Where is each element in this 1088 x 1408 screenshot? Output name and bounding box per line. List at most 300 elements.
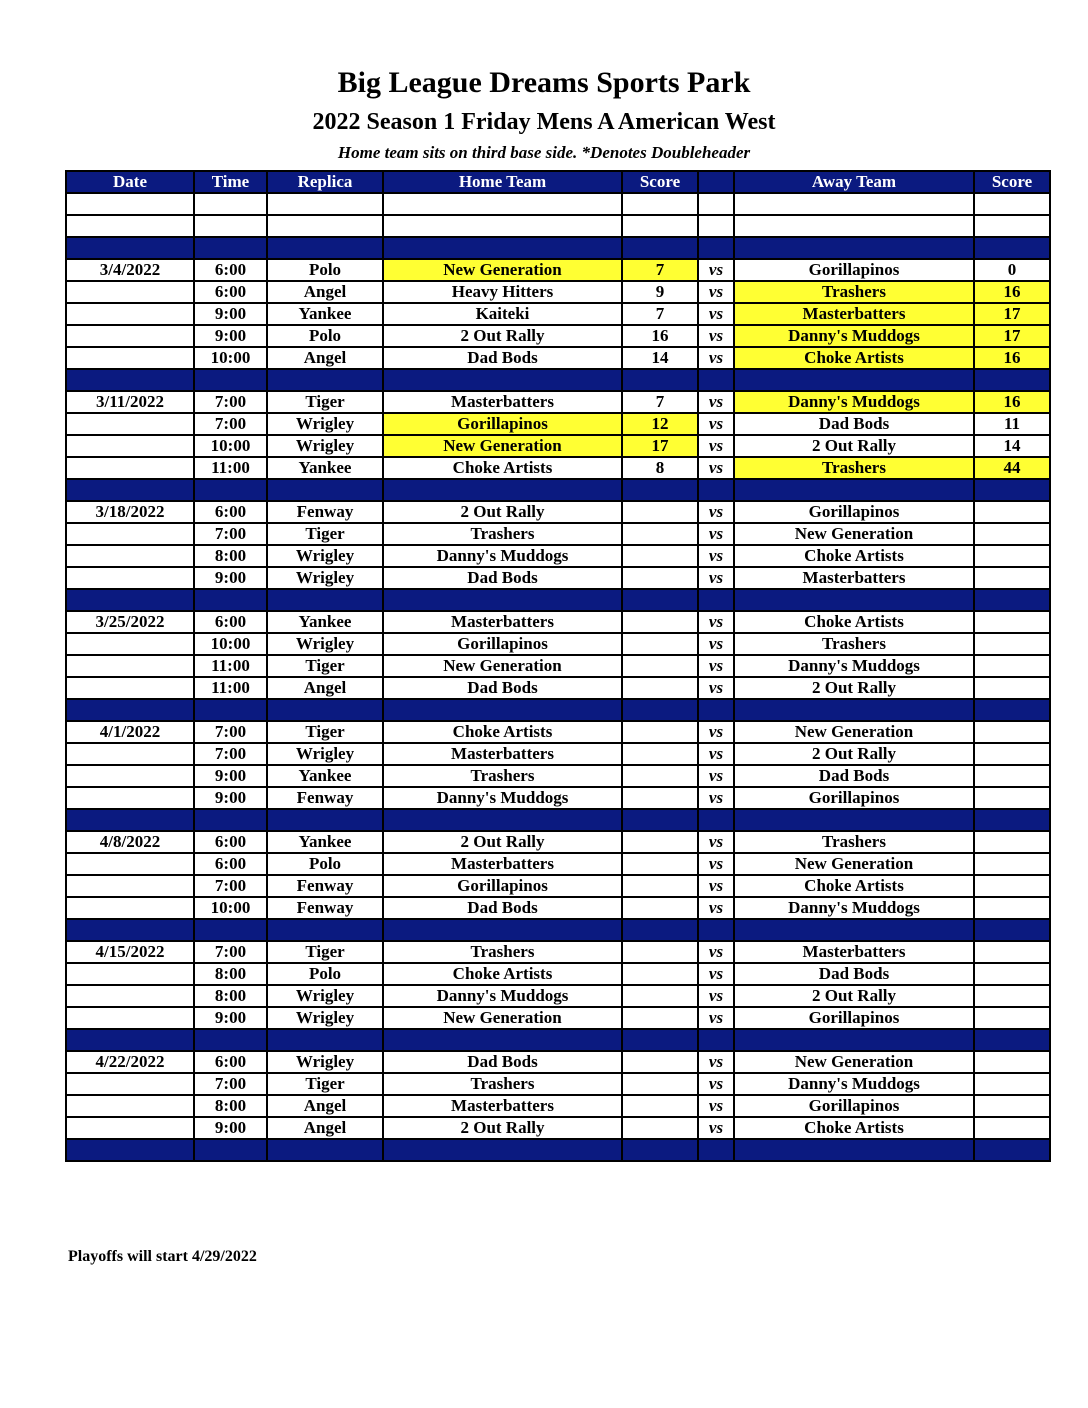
away-score-cell — [974, 919, 1050, 941]
date-cell — [66, 743, 194, 765]
replica-cell: Tiger — [267, 721, 383, 743]
time-cell: 7:00 — [194, 743, 267, 765]
away-team-cell — [734, 215, 974, 237]
week-separator-row — [66, 479, 1050, 501]
time-cell: 11:00 — [194, 457, 267, 479]
away-score-cell — [974, 831, 1050, 853]
vs-cell: vs — [698, 325, 734, 347]
home-team-cell: Dad Bods — [383, 677, 622, 699]
away-score-cell: 16 — [974, 347, 1050, 369]
replica-cell: Fenway — [267, 787, 383, 809]
home-team-cell: Choke Artists — [383, 457, 622, 479]
away-team-cell — [734, 589, 974, 611]
away-score-cell: 16 — [974, 391, 1050, 413]
away-score-cell — [974, 1095, 1050, 1117]
vs-cell: vs — [698, 1073, 734, 1095]
vs-cell — [698, 1029, 734, 1051]
date-cell — [66, 325, 194, 347]
away-score-cell — [974, 633, 1050, 655]
vs-cell: vs — [698, 303, 734, 325]
date-cell — [66, 963, 194, 985]
col-header-home-score: Score — [622, 171, 698, 193]
home-team-cell — [383, 479, 622, 501]
away-team-cell: Choke Artists — [734, 347, 974, 369]
vs-cell: vs — [698, 677, 734, 699]
game-row — [66, 897, 1050, 919]
replica-cell: Wrigley — [267, 985, 383, 1007]
game-row — [66, 743, 1050, 765]
home-team-cell — [383, 193, 622, 215]
home-team-cell: New Generation — [383, 259, 622, 281]
time-cell: 7:00 — [194, 721, 267, 743]
home-score-cell — [622, 237, 698, 259]
header-row — [66, 171, 1050, 193]
replica-cell — [267, 479, 383, 501]
vs-cell: vs — [698, 743, 734, 765]
game-row — [66, 1095, 1050, 1117]
replica-cell: Fenway — [267, 501, 383, 523]
home-score-cell: 14 — [622, 347, 698, 369]
away-team-cell: Gorillapinos — [734, 1095, 974, 1117]
away-score-cell: 14 — [974, 435, 1050, 457]
game-row — [66, 1117, 1050, 1139]
home-team-cell: Dad Bods — [383, 347, 622, 369]
game-row — [66, 677, 1050, 699]
time-cell: 9:00 — [194, 1117, 267, 1139]
home-score-cell — [622, 567, 698, 589]
date-cell — [66, 237, 194, 259]
game-row — [66, 545, 1050, 567]
vs-cell: vs — [698, 963, 734, 985]
away-team-cell: New Generation — [734, 1051, 974, 1073]
home-team-cell: Dad Bods — [383, 1051, 622, 1073]
date-cell — [66, 655, 194, 677]
page-subtitle: 2022 Season 1 Friday Mens A American West — [312, 109, 776, 135]
home-score-cell — [622, 809, 698, 831]
away-score-cell — [974, 853, 1050, 875]
time-cell: 8:00 — [194, 545, 267, 567]
replica-cell: Wrigley — [267, 435, 383, 457]
replica-cell: Tiger — [267, 523, 383, 545]
time-cell: 7:00 — [194, 391, 267, 413]
game-row — [66, 853, 1050, 875]
away-score-cell — [974, 655, 1050, 677]
home-score-cell — [622, 193, 698, 215]
replica-cell: Yankee — [267, 765, 383, 787]
away-team-cell: Choke Artists — [734, 875, 974, 897]
vs-cell: vs — [698, 523, 734, 545]
vs-cell — [698, 809, 734, 831]
away-team-cell: Danny's Muddogs — [734, 391, 974, 413]
vs-cell: vs — [698, 501, 734, 523]
col-header-time: Time — [194, 171, 267, 193]
away-team-cell: Dad Bods — [734, 765, 974, 787]
replica-cell: Yankee — [267, 611, 383, 633]
vs-cell: vs — [698, 435, 734, 457]
date-cell — [66, 369, 194, 391]
game-row — [66, 941, 1050, 963]
game-row — [66, 281, 1050, 303]
date-cell: 3/25/2022 — [66, 611, 194, 633]
away-score-cell — [974, 611, 1050, 633]
vs-cell: vs — [698, 655, 734, 677]
replica-cell: Wrigley — [267, 633, 383, 655]
home-score-cell — [622, 853, 698, 875]
home-team-cell: Choke Artists — [383, 721, 622, 743]
time-cell — [194, 589, 267, 611]
game-row — [66, 347, 1050, 369]
home-team-cell: Heavy Hitters — [383, 281, 622, 303]
home-score-cell — [622, 633, 698, 655]
home-score-cell — [622, 1007, 698, 1029]
home-score-cell: 7 — [622, 259, 698, 281]
home-team-cell: New Generation — [383, 655, 622, 677]
home-score-cell — [622, 897, 698, 919]
week-separator-row — [66, 1139, 1050, 1161]
away-team-cell: Masterbatters — [734, 941, 974, 963]
away-score-cell — [974, 743, 1050, 765]
vs-cell: vs — [698, 1051, 734, 1073]
col-header-home-team: Home Team — [383, 171, 622, 193]
time-cell: 7:00 — [194, 941, 267, 963]
time-cell: 11:00 — [194, 655, 267, 677]
time-cell: 9:00 — [194, 1007, 267, 1029]
away-team-cell: New Generation — [734, 853, 974, 875]
away-score-cell — [974, 1051, 1050, 1073]
home-score-cell — [622, 875, 698, 897]
date-cell — [66, 589, 194, 611]
vs-cell — [698, 369, 734, 391]
away-score-cell — [974, 215, 1050, 237]
away-score-cell — [974, 369, 1050, 391]
home-team-cell: Trashers — [383, 523, 622, 545]
game-row — [66, 721, 1050, 743]
home-team-cell: New Generation — [383, 1007, 622, 1029]
date-cell — [66, 435, 194, 457]
vs-cell — [698, 237, 734, 259]
home-score-cell — [622, 1095, 698, 1117]
home-team-cell — [383, 699, 622, 721]
replica-cell: Fenway — [267, 875, 383, 897]
col-header-away-team: Away Team — [734, 171, 974, 193]
vs-cell: vs — [698, 985, 734, 1007]
playoffs-note: Playoffs will start 4/29/2022 — [68, 1248, 257, 1265]
replica-cell: Wrigley — [267, 413, 383, 435]
replica-cell: Wrigley — [267, 1051, 383, 1073]
date-cell — [66, 809, 194, 831]
replica-cell: Tiger — [267, 1073, 383, 1095]
away-score-cell — [974, 787, 1050, 809]
home-team-cell: Masterbatters — [383, 611, 622, 633]
home-score-cell — [622, 545, 698, 567]
replica-cell — [267, 919, 383, 941]
col-header-vs — [698, 171, 734, 193]
vs-cell: vs — [698, 347, 734, 369]
date-cell: 4/22/2022 — [66, 1051, 194, 1073]
week-separator-row — [66, 589, 1050, 611]
replica-cell — [267, 699, 383, 721]
away-team-cell: Gorillapinos — [734, 259, 974, 281]
vs-cell: vs — [698, 787, 734, 809]
away-score-cell — [974, 1029, 1050, 1051]
time-cell: 7:00 — [194, 523, 267, 545]
time-cell: 6:00 — [194, 1051, 267, 1073]
date-cell — [66, 545, 194, 567]
date-cell — [66, 567, 194, 589]
vs-cell: vs — [698, 391, 734, 413]
away-score-cell: 17 — [974, 303, 1050, 325]
home-score-cell — [622, 369, 698, 391]
vs-cell: vs — [698, 941, 734, 963]
away-team-cell — [734, 1029, 974, 1051]
away-score-cell — [974, 589, 1050, 611]
home-team-cell: Trashers — [383, 941, 622, 963]
date-cell — [66, 303, 194, 325]
game-row — [66, 875, 1050, 897]
game-row — [66, 655, 1050, 677]
away-team-cell: Danny's Muddogs — [734, 1073, 974, 1095]
away-score-cell — [974, 1117, 1050, 1139]
away-score-cell — [974, 985, 1050, 1007]
replica-cell: Tiger — [267, 391, 383, 413]
home-team-cell: Gorillapinos — [383, 875, 622, 897]
game-row — [66, 831, 1050, 853]
week-separator-row — [66, 919, 1050, 941]
away-score-cell — [974, 523, 1050, 545]
home-score-cell — [622, 721, 698, 743]
time-cell: 9:00 — [194, 567, 267, 589]
home-team-cell: Gorillapinos — [383, 413, 622, 435]
home-score-cell — [622, 501, 698, 523]
date-cell — [66, 787, 194, 809]
away-team-cell: Danny's Muddogs — [734, 655, 974, 677]
time-cell — [194, 919, 267, 941]
away-score-cell: 11 — [974, 413, 1050, 435]
replica-cell: Wrigley — [267, 567, 383, 589]
away-score-cell — [974, 567, 1050, 589]
home-team-cell: Masterbatters — [383, 391, 622, 413]
time-cell — [194, 237, 267, 259]
away-score-cell — [974, 765, 1050, 787]
schedule-body — [66, 193, 1050, 1161]
replica-cell — [267, 809, 383, 831]
away-score-cell — [974, 1073, 1050, 1095]
home-team-cell: Danny's Muddogs — [383, 985, 622, 1007]
home-score-cell — [622, 611, 698, 633]
date-cell — [66, 523, 194, 545]
home-team-cell: 2 Out Rally — [383, 831, 622, 853]
away-score-cell — [974, 479, 1050, 501]
away-team-cell: Choke Artists — [734, 545, 974, 567]
time-cell — [194, 1139, 267, 1161]
away-team-cell — [734, 193, 974, 215]
game-row — [66, 413, 1050, 435]
away-score-cell: 17 — [974, 325, 1050, 347]
home-score-cell — [622, 699, 698, 721]
time-cell: 9:00 — [194, 325, 267, 347]
game-row — [66, 787, 1050, 809]
time-cell: 6:00 — [194, 611, 267, 633]
game-row — [66, 765, 1050, 787]
replica-cell — [267, 237, 383, 259]
home-score-cell — [622, 941, 698, 963]
date-cell — [66, 479, 194, 501]
game-row — [66, 633, 1050, 655]
time-cell — [194, 1029, 267, 1051]
time-cell: 7:00 — [194, 875, 267, 897]
game-row — [66, 1051, 1050, 1073]
date-cell: 4/8/2022 — [66, 831, 194, 853]
away-score-cell — [974, 941, 1050, 963]
home-score-cell — [622, 1029, 698, 1051]
vs-cell: vs — [698, 611, 734, 633]
replica-cell — [267, 589, 383, 611]
away-score-cell: 16 — [974, 281, 1050, 303]
date-cell — [66, 1095, 194, 1117]
away-team-cell: 2 Out Rally — [734, 985, 974, 1007]
home-team-cell — [383, 1029, 622, 1051]
vs-cell — [698, 193, 734, 215]
game-row — [66, 985, 1050, 1007]
vs-cell: vs — [698, 457, 734, 479]
date-cell: 4/15/2022 — [66, 941, 194, 963]
week-separator-row — [66, 699, 1050, 721]
time-cell: 7:00 — [194, 413, 267, 435]
date-cell — [66, 1073, 194, 1095]
time-cell — [194, 215, 267, 237]
away-team-cell — [734, 369, 974, 391]
vs-cell: vs — [698, 897, 734, 919]
date-cell — [66, 1007, 194, 1029]
game-row — [66, 1073, 1050, 1095]
home-team-cell: Trashers — [383, 1073, 622, 1095]
away-team-cell — [734, 919, 974, 941]
home-team-cell: 2 Out Rally — [383, 501, 622, 523]
away-team-cell: 2 Out Rally — [734, 677, 974, 699]
replica-cell: Angel — [267, 677, 383, 699]
date-cell — [66, 919, 194, 941]
home-score-cell — [622, 787, 698, 809]
home-team-cell: Dad Bods — [383, 567, 622, 589]
home-team-cell — [383, 809, 622, 831]
home-score-cell: 17 — [622, 435, 698, 457]
game-row — [66, 523, 1050, 545]
away-score-cell — [974, 677, 1050, 699]
home-team-cell — [383, 1139, 622, 1161]
week-separator-row — [66, 809, 1050, 831]
vs-cell: vs — [698, 567, 734, 589]
time-cell: 9:00 — [194, 765, 267, 787]
vs-cell — [698, 479, 734, 501]
replica-cell: Angel — [267, 347, 383, 369]
home-score-cell — [622, 1073, 698, 1095]
time-cell: 8:00 — [194, 985, 267, 1007]
away-score-cell — [974, 1007, 1050, 1029]
date-cell — [66, 193, 194, 215]
time-cell: 11:00 — [194, 677, 267, 699]
date-cell — [66, 765, 194, 787]
away-score-cell — [974, 721, 1050, 743]
blank-row — [66, 215, 1050, 237]
schedule-table — [65, 170, 1051, 1162]
date-cell — [66, 413, 194, 435]
replica-cell: Tiger — [267, 941, 383, 963]
home-team-cell: Kaiteki — [383, 303, 622, 325]
date-cell — [66, 281, 194, 303]
week-separator-row — [66, 237, 1050, 259]
vs-cell: vs — [698, 281, 734, 303]
time-cell: 10:00 — [194, 435, 267, 457]
away-score-cell — [974, 501, 1050, 523]
vs-cell: vs — [698, 633, 734, 655]
replica-cell — [267, 1139, 383, 1161]
replica-cell: Fenway — [267, 897, 383, 919]
home-score-cell — [622, 1117, 698, 1139]
replica-cell: Polo — [267, 325, 383, 347]
vs-cell: vs — [698, 831, 734, 853]
home-score-cell — [622, 479, 698, 501]
away-team-cell: New Generation — [734, 721, 974, 743]
replica-cell: Tiger — [267, 655, 383, 677]
away-team-cell: Gorillapinos — [734, 787, 974, 809]
time-cell: 8:00 — [194, 963, 267, 985]
away-team-cell: Trashers — [734, 281, 974, 303]
time-cell: 6:00 — [194, 281, 267, 303]
away-team-cell: Dad Bods — [734, 413, 974, 435]
home-score-cell — [622, 1051, 698, 1073]
replica-cell: Yankee — [267, 303, 383, 325]
replica-cell: Angel — [267, 1117, 383, 1139]
time-cell — [194, 479, 267, 501]
time-cell: 7:00 — [194, 1073, 267, 1095]
home-team-cell — [383, 237, 622, 259]
away-score-cell — [974, 1139, 1050, 1161]
home-team-cell: Danny's Muddogs — [383, 787, 622, 809]
home-score-cell: 12 — [622, 413, 698, 435]
game-row — [66, 1007, 1050, 1029]
home-score-cell — [622, 1139, 698, 1161]
away-team-cell: Masterbatters — [734, 567, 974, 589]
home-score-cell: 9 — [622, 281, 698, 303]
away-team-cell — [734, 699, 974, 721]
replica-cell: Polo — [267, 853, 383, 875]
away-score-cell — [974, 897, 1050, 919]
home-team-cell: Masterbatters — [383, 1095, 622, 1117]
date-cell — [66, 853, 194, 875]
replica-cell — [267, 215, 383, 237]
home-team-cell: New Generation — [383, 435, 622, 457]
away-score-cell — [974, 237, 1050, 259]
home-team-cell: Danny's Muddogs — [383, 545, 622, 567]
col-header-date: Date — [66, 171, 194, 193]
home-score-cell — [622, 963, 698, 985]
away-score-cell: 0 — [974, 259, 1050, 281]
vs-cell: vs — [698, 1095, 734, 1117]
home-team-cell — [383, 919, 622, 941]
home-team-cell: Trashers — [383, 765, 622, 787]
home-score-cell: 7 — [622, 303, 698, 325]
away-team-cell — [734, 809, 974, 831]
time-cell: 9:00 — [194, 787, 267, 809]
home-score-cell: 16 — [622, 325, 698, 347]
replica-cell: Yankee — [267, 457, 383, 479]
date-cell — [66, 699, 194, 721]
vs-cell: vs — [698, 1007, 734, 1029]
date-cell — [66, 215, 194, 237]
home-team-cell: Masterbatters — [383, 743, 622, 765]
away-team-cell: Masterbatters — [734, 303, 974, 325]
home-score-cell — [622, 831, 698, 853]
